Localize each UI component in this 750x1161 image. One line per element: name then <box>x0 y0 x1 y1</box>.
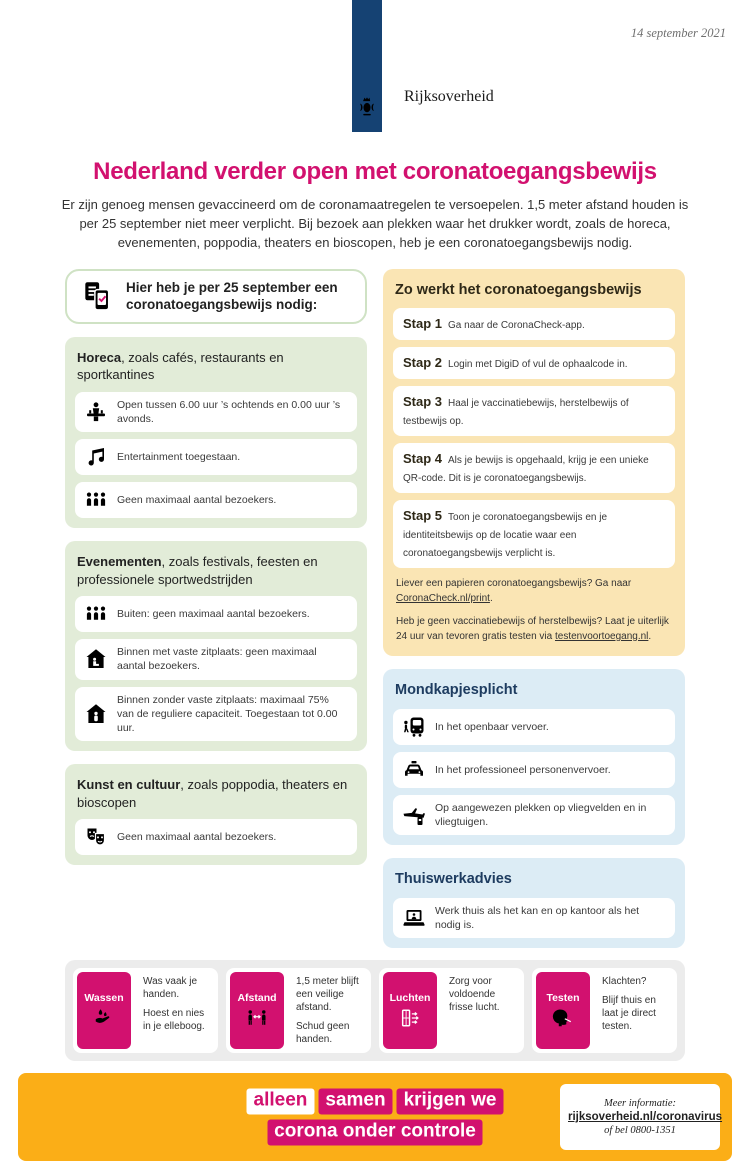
group-people-icon <box>84 488 108 512</box>
rule-text: Werk thuis als het kan en op kantoor als het nodig is. <box>435 904 640 931</box>
ventilate-icon <box>399 1007 421 1029</box>
bartender-icon <box>84 400 108 424</box>
page-title: Nederland verder open met coronatoegangsbewijs <box>93 158 657 185</box>
rule-card <box>75 639 357 679</box>
step-card <box>393 443 675 493</box>
theater-masks-icon <box>84 825 108 849</box>
train-passenger-icon <box>402 715 426 739</box>
test-access-note: Heb je geen vaccinatiebewijs of herstelbewijs? Laat je uiterlijk 24 uur van tevoren gratis testen via testenvoortoegang.nl. <box>396 616 669 642</box>
section-kunst-cultuur-title: Kunst en cultuur, zoals poppodia, theaters en bioscopen <box>77 777 348 810</box>
testenvoortoegang-link[interactable]: testenvoortoegang.nl <box>554 630 649 642</box>
rule-text: Op aangewezen plekken op vliegvelden en in vliegtuigen. <box>435 801 647 828</box>
step-label: Stap 2 <box>403 355 443 371</box>
steps-box <box>383 269 685 657</box>
corona-pass-icon <box>80 279 114 313</box>
intro-paragraph: Er zijn genoeg mensen gevaccineerd om de coronamaatregelen te versoepelen. 1,5 meter afstand houden is per 25 september niet meer verplicht. Bij bezoek aan plekken waar het drukker wordt, zoals de horeca, evenementen, poppodia, theaters en bioscopen, heb je een coronatoegangsbewijs nodig. <box>61 197 689 250</box>
rule-card <box>75 687 357 742</box>
step-label: Stap 4 <box>403 451 443 467</box>
left-column <box>65 269 367 866</box>
step-card <box>393 347 675 379</box>
test-swab-icon <box>552 1007 574 1029</box>
phone-info: of bel 0800-1351 <box>604 1124 676 1136</box>
masks-box <box>383 669 685 845</box>
slogan-chip-krijgen-we: krijgen we <box>397 1088 504 1114</box>
section-horeca <box>65 337 367 528</box>
slogan-chip-alleen: alleen <box>247 1088 315 1114</box>
campaign-slogan <box>245 1088 506 1145</box>
pass-required-text: Hier heb je per 25 september een coronatoegangsbewijs nodig: <box>126 279 338 313</box>
rule-card <box>393 752 675 788</box>
house-seated-person-icon <box>84 647 108 671</box>
rule-card <box>75 392 357 432</box>
slogan-chip-corona-onder-controle: corona onder controle <box>267 1119 483 1145</box>
step-text: Toon je coronatoegangsbewijs en je identiteitsbewijs op de locatie waar een coronatoegangsbewijs verplicht is. <box>403 512 608 560</box>
masks-box-title: Mondkapjesplicht <box>395 682 518 699</box>
right-column <box>383 269 685 948</box>
step-label: Stap 3 <box>403 394 443 410</box>
laptop-icon <box>402 906 426 930</box>
rule-text: Binnen zonder vaste zitplaats: maximaal 75% van de reguliere capaciteit. Toegestaan tot 0.00 uur. <box>117 693 338 734</box>
document-date: 14 september 2021 <box>630 26 726 40</box>
rule-text: Binnen met vaste zitplaats: geen maximaal aantal bezoekers. <box>117 646 317 673</box>
footer-banner <box>18 1073 732 1161</box>
rule-text: In het professioneel personenvervoer. <box>435 763 611 776</box>
group-people-icon <box>84 602 108 626</box>
taxi-icon <box>402 758 426 782</box>
rijksoverheid-crest-icon <box>357 96 377 120</box>
rule-card <box>393 898 675 938</box>
rule-card <box>393 795 675 835</box>
coronacheck-print-link[interactable]: CoronaCheck.nl/print <box>396 592 490 604</box>
step-text: Haal je vaccinatiebewijs, herstelbewijs of testbewijs op. <box>403 398 629 428</box>
rijksoverheid-logo-bar <box>352 0 382 132</box>
wash-hands-icon <box>93 1007 115 1029</box>
step-text: Ga naar de CoronaCheck-app. <box>448 320 585 332</box>
rijksoverheid-logo-text: Rijksoverheid <box>404 88 494 105</box>
rule-text: Open tussen 6.00 uur ’s ochtends en 0.00 uur ’s avonds. <box>117 398 341 425</box>
luchten-chip: Luchten <box>383 972 437 1049</box>
pass-required-box <box>65 269 367 324</box>
section-kunst-cultuur <box>65 764 367 865</box>
airplane-icon <box>402 803 426 827</box>
house-standing-person-icon <box>84 702 108 726</box>
basic-rule-afstand: Afstand 1,5 meter blijft een veilige afstand. Schud geen handen. <box>226 968 371 1053</box>
rule-card <box>75 819 357 855</box>
header <box>0 0 750 140</box>
rule-text: Entertainment toegestaan. <box>117 450 241 463</box>
rijksoverheid-coronavirus-link[interactable]: rijksoverheid.nl/coronavirus <box>568 1110 723 1123</box>
rule-text: Geen maximaal aantal bezoekers. <box>117 493 277 506</box>
steps-box-title: Zo werkt het coronatoegangsbewijs <box>395 281 642 298</box>
step-card <box>393 308 675 340</box>
basic-rules-strip <box>65 960 685 1061</box>
step-card <box>393 386 675 436</box>
more-info-label: Meer informatie: <box>603 1097 677 1109</box>
step-card <box>393 500 675 568</box>
slogan-chip-samen: samen <box>318 1088 392 1114</box>
wfh-box <box>383 858 685 948</box>
rule-card <box>75 482 357 518</box>
basic-rule-luchten: Luchten Zorg voor voldoende frisse lucht. <box>379 968 524 1053</box>
section-evenementen-title: Evenementen, zoals festivals, feesten en professionele sportwedstrijden <box>77 554 318 587</box>
rule-card <box>75 439 357 475</box>
step-text: Login met DigiD of vul de ophaalcode in. <box>448 359 628 371</box>
afstand-chip: Afstand <box>230 972 284 1049</box>
rule-text: Geen maximaal aantal bezoekers. <box>117 831 277 844</box>
wfh-box-title: Thuiswerkadvies <box>395 871 512 887</box>
rule-card <box>75 596 357 632</box>
step-label: Stap 1 <box>403 316 443 332</box>
main-columns <box>65 269 685 948</box>
music-notes-icon <box>84 445 108 469</box>
section-horeca-title: Horeca, zoals cafés, restaurants en sportkantines <box>77 349 284 383</box>
wassen-chip: Wassen <box>77 972 131 1049</box>
rule-text: In het openbaar vervoer. <box>435 720 549 733</box>
paper-pass-note: Liever een papieren coronatoegangsbewijs? Ga naar CoronaCheck.nl/print. <box>396 578 632 604</box>
keep-distance-icon <box>246 1007 268 1029</box>
basic-rule-wassen: Wassen Was vaak je handen. Hoest en nies in je elleboog. <box>73 968 218 1053</box>
section-evenementen <box>65 541 367 751</box>
rule-text: Buiten: geen maximaal aantal bezoekers. <box>117 608 310 621</box>
more-info-box <box>560 1084 723 1150</box>
testen-chip: Testen <box>536 972 590 1049</box>
rule-card <box>393 709 675 745</box>
step-label: Stap 5 <box>403 508 443 524</box>
basic-rule-testen: Testen Klachten? Blijf thuis en laat je direct testen. <box>532 968 677 1053</box>
step-text: Als je bewijs is opgehaald, krijg je een unieke QR-code. Dit is je coronatoegangsbewijs. <box>403 455 649 485</box>
